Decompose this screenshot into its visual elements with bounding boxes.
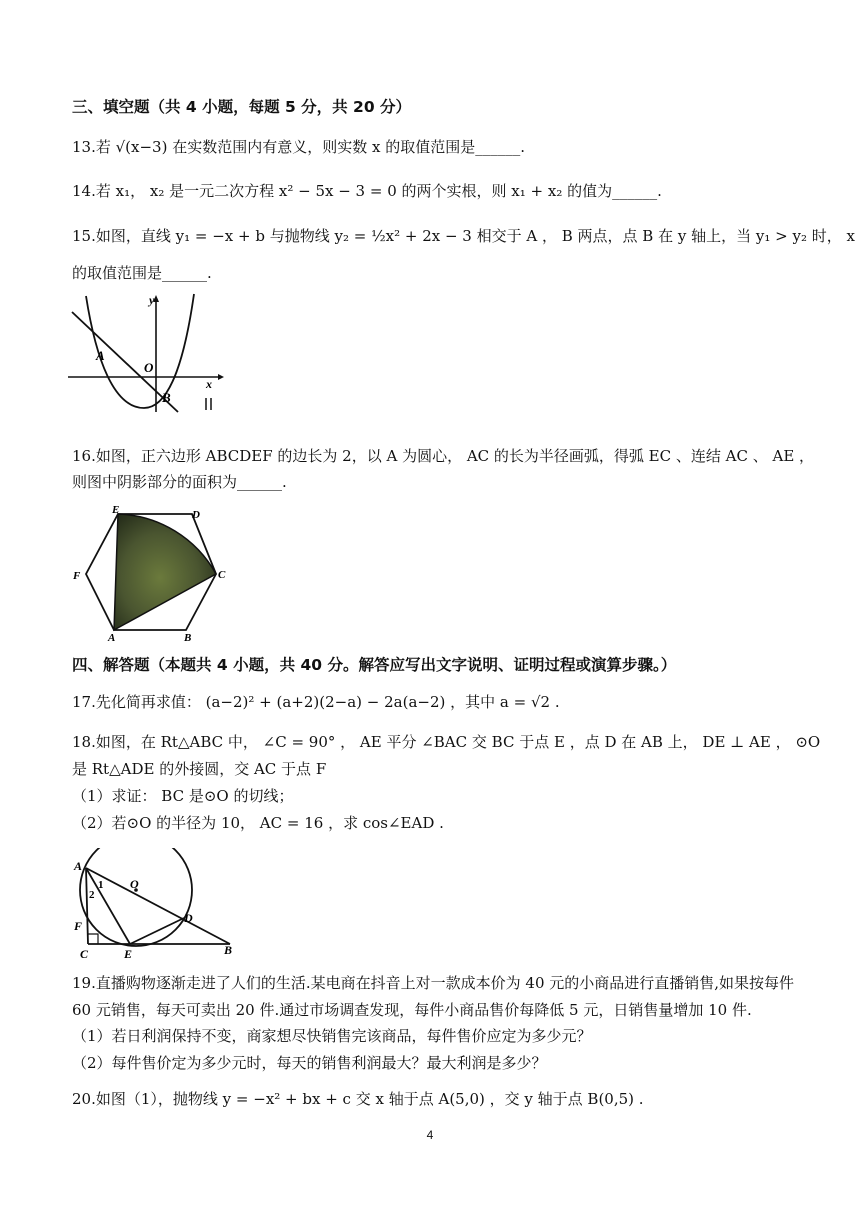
- question-19-line1: 19.直播购物逐渐走进了人们的生活.某电商在抖音上对一款成本价为 40 元的小商品进行直播销售,如果按每件: [72, 974, 795, 992]
- label-D: D: [184, 911, 193, 925]
- label-C: C: [218, 569, 226, 581]
- label-A: A: [108, 632, 116, 642]
- question-18-line1: 18.如图，在 Rt△ABC 中， ∠C = 90° ， AE 平分 ∠BAC 交 BC 于点 E ，点 D 在 AB 上， DE ⊥ AE ， ⊙O: [72, 733, 821, 751]
- question-18-line2: 是 Rt△ADE 的外接圆，交 AC 于点 F: [72, 760, 327, 778]
- label-A: A: [74, 859, 83, 873]
- side-AC: [86, 868, 88, 944]
- label-B: B: [162, 390, 171, 405]
- question-16-line1: 16.如图，正六边形 ABCDEF 的边长为 2，以 A 为圆心， AC 的长为半径画弧，得弧 EC 、连结 AC 、 AE ，: [72, 447, 815, 465]
- label-B: B: [184, 632, 192, 642]
- label-C: C: [80, 947, 89, 960]
- question-18-part2: （2）若⊙O 的半径为 10， AC = 16 ，求 cos∠EAD .: [72, 814, 444, 832]
- question-15-line1: 15.如图，直线 y₁ = −x + b 与抛物线 y₂ = ½x² + 2x − 3 相交于 A ， B 两点，点 B 在 y 轴上，当 y₁ > y₂ 时， x: [72, 227, 855, 245]
- label-y: y: [149, 293, 155, 307]
- question-16-line2: 则图中阴影部分的面积为______.: [72, 473, 287, 491]
- question-19-part1: （1）若日利润保持不变，商家想尽快销售完该商品，每件售价应定为多少元？: [72, 1027, 592, 1045]
- question-13: 13.若 √(x−3) 在实数范围内有意义，则实数 x 的取值范围是______.: [72, 138, 525, 156]
- q18-figure: [72, 848, 244, 960]
- label-1: 1: [98, 879, 104, 891]
- label-O: O: [144, 360, 154, 375]
- q15-figure: [66, 290, 226, 415]
- label-F: F: [74, 919, 83, 933]
- question-17: 17.先化简再求值： (a−2)² + (a+2)(2−a) − 2a(a−2) ，其中 a = √2 .: [72, 693, 560, 711]
- page-number: 4: [426, 1128, 434, 1142]
- question-14: 14.若 x₁， x₂ 是一元二次方程 x² − 5x − 3 = 0 的两个实根，则 x₁ + x₂ 的值为______.: [72, 182, 662, 200]
- shaded-sector: [114, 514, 216, 630]
- x-axis-arrow: [218, 374, 224, 380]
- label-2: 2: [89, 889, 95, 901]
- question-19-part2: （2）每件售价定为多少元时，每天的销售利润最大？最大利润是多少？: [72, 1054, 547, 1072]
- segment-DE: [130, 918, 184, 944]
- section-3-title: 三、填空题（共 4 小题，每题 5 分，共 20 分）: [72, 98, 412, 116]
- question-20: 20.如图（1），抛物线 y = −x² + bx + c 交 x 轴于点 A(5,0) ，交 y 轴于点 B(0,5) .: [72, 1090, 644, 1108]
- section-4-title: 四、解答题（本题共 4 小题，共 40 分。解答应写出文字说明、证明过程或演算步骤。）: [72, 656, 677, 674]
- label-x: x: [206, 377, 212, 391]
- label-B: B: [224, 943, 233, 957]
- label-F: F: [73, 570, 81, 582]
- label-E: E: [112, 504, 120, 516]
- label-O: O: [130, 877, 139, 891]
- label-E: E: [124, 947, 133, 960]
- label-D: D: [192, 509, 200, 521]
- q16-figure: [70, 502, 235, 642]
- question-19-line2: 60 元销售，每天可卖出 20 件.通过市场调查发现，每件小商品售价每降低 5 元，日销售量增加 10 件.: [72, 1001, 752, 1019]
- question-15-line2: 的取值范围是______.: [72, 264, 212, 282]
- circle-O: [80, 848, 192, 946]
- label-A: A: [96, 348, 105, 363]
- question-18-part1: （1）求证： BC 是⊙O 的切线；: [72, 787, 294, 805]
